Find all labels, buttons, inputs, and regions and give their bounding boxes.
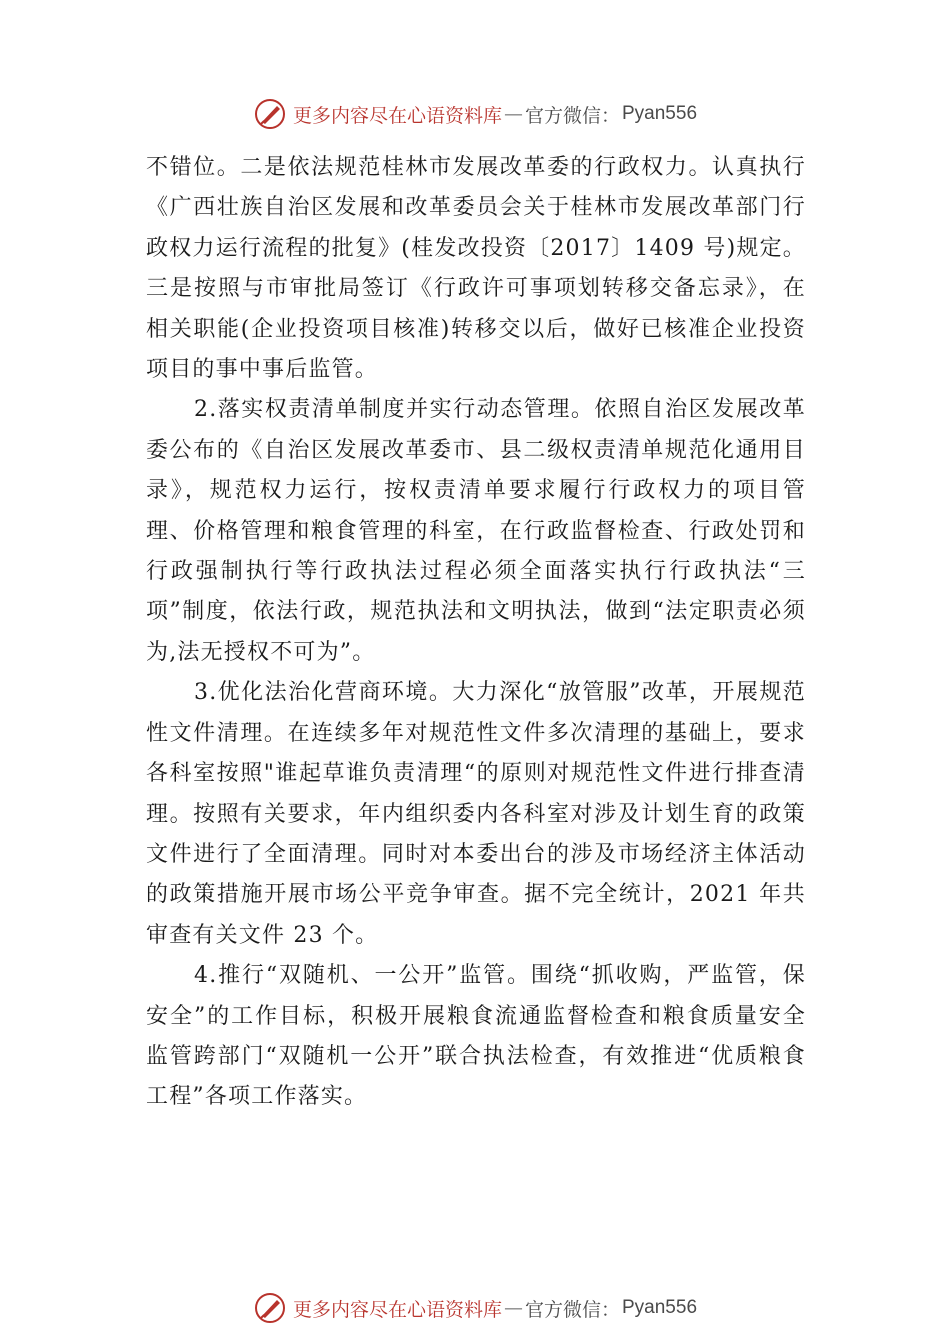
header-brand-text: 更多内容尽在心语资料库 <box>292 104 502 127</box>
paragraph-item-3: 3.优化法治化营商环境。大力深化“放管服”改革，开展规范性文件清理。在连续多年对规范性文件多次清理的基础上，要求各科室按照"谁起草谁负责清理“的原则对规范性文件进行排查清理。按照有关要求，年内组织委内各科室对涉及计划生育的政策文件进行了全面清理。同时对本委出台的涉及市场经济主体活动的政策措施开展市场公平竞争审查。据不完全统计，2021 年共审查有关文件 23 个。 <box>146 680 806 948</box>
footer-wechat-label: 官方微信： <box>524 1298 620 1321</box>
quill-logo-icon <box>253 1291 287 1325</box>
footer-dash: — <box>503 1297 523 1319</box>
header-dash: — <box>503 103 523 125</box>
paragraph-item-4: 4.推行“双随机、一公开”监管。围绕“抓收购，严监管，保安全”的工作目标，积极开展粮食流通监督检查和粮食质量安全监管跨部门“双随机一公开”联合执法检查，有效推进“优质粮食工程”各项工作落实。 <box>146 963 806 1110</box>
footer-banner <box>0 1288 950 1328</box>
header-wechat-label: 官方微信： <box>524 104 620 127</box>
footer-wechat-id: Pyan556 <box>622 1297 698 1318</box>
footer-brand-text: 更多内容尽在心语资料库 <box>292 1298 502 1321</box>
header-wechat-id: Pyan556 <box>622 103 698 124</box>
paragraph-item-2: 2.落实权责清单制度并实行动态管理。依照自治区发展改革委公布的《自治区发展改革委市、县二级权责清单规范化通用目录》，规范权力运行，按权责清单要求履行行政权力的项目管理、价格管理和粮食管理的科室，在行政监督检查、行政处罚和行政强制执行等行政执法过程必须全面落实执行行政执法“三项”制度，依法行政，规范执法和文明执法，做到“法定职责必须为,法无授权不可为”。 <box>146 397 806 665</box>
quill-logo-icon <box>253 97 287 131</box>
document-body <box>146 148 806 1118</box>
header-banner <box>0 94 950 134</box>
paragraph-continuation: 不错位。二是依法规范桂林市发展改革委的行政权力。认真执行《广西壮族自治区发展和改革委员会关于桂林市发展改革部门行政权力运行流程的批复》(桂发改投资〔2017〕1409 号)规定。三是按照与市审批局签订《行政许可事项划转移交备忘录》，在相关职能(企业投资项目核准)转移交以后，做好已核准企业投资项目的事中事后监管。 <box>146 155 806 383</box>
